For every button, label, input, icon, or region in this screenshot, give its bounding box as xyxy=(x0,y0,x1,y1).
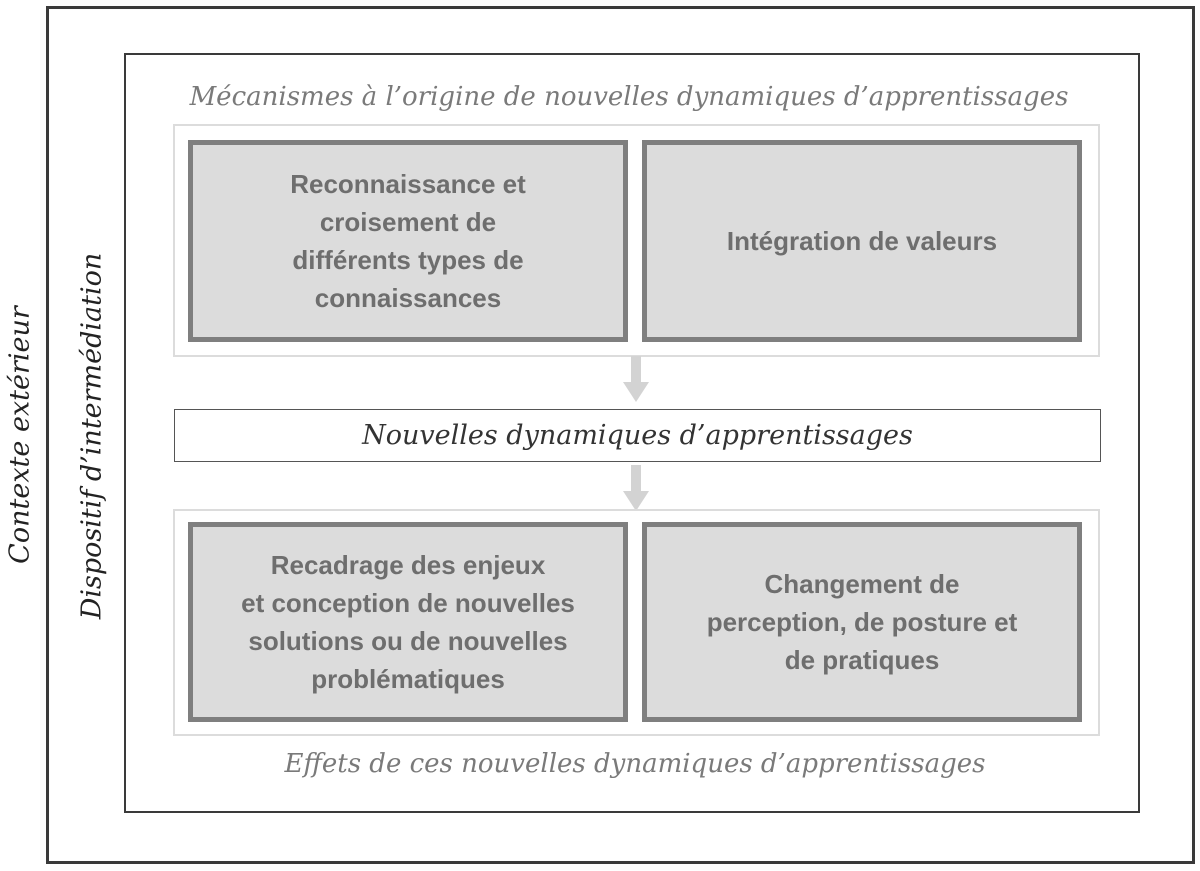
intermediation-label: Dispositif d’intermédiation xyxy=(76,252,108,620)
mechanism-box-knowledge: Reconnaissance et croisement de différents types de connaissances xyxy=(188,140,628,342)
mechanisms-caption: Mécanismes à l’origine de nouvelles dynamiques d’apprentissages xyxy=(189,82,1069,112)
effect-box-change: Changement de perception, de posture et de pratiques xyxy=(642,522,1082,722)
new-learning-dynamics-box xyxy=(174,409,1101,462)
outer-context-label: Contexte extérieur xyxy=(4,306,36,564)
new-learning-dynamics-label: Nouvelles dynamiques d’apprentissages xyxy=(362,420,913,451)
down-arrow-icon xyxy=(621,356,651,404)
effects-caption: Effets de ces nouvelles dynamiques d’apprentissages xyxy=(284,749,986,779)
down-arrow-icon xyxy=(621,465,651,513)
mechanism-box-values: Intégration de valeurs xyxy=(642,140,1082,342)
effect-box-reframing: Recadrage des enjeux et conception de nouvelles solutions ou de nouvelles problématiques xyxy=(188,522,628,722)
